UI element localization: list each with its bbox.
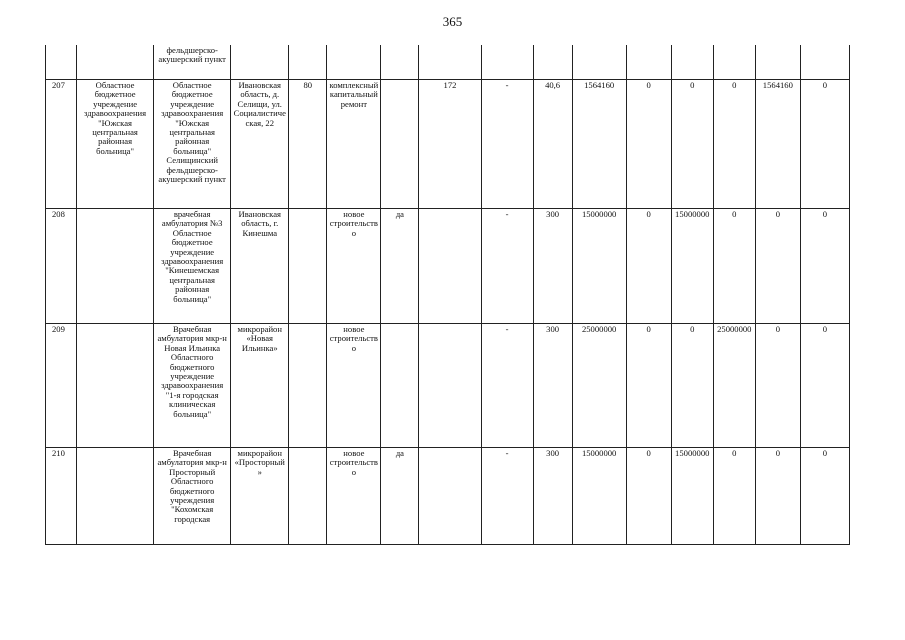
table-row <box>46 448 850 545</box>
cell-y1: 0 <box>626 80 671 209</box>
cell-total: 25000000 <box>572 324 626 448</box>
cell-capacity <box>289 209 327 324</box>
cell-address: микрорайон «Просторный» <box>231 448 289 545</box>
cell-y1 <box>626 45 671 80</box>
cell-y3 <box>713 45 755 80</box>
cell-object: врачебная амбулатория №3 Областное бюджетное учреждение здравоохранения "Кинешемская центральная районная больница" <box>154 209 231 324</box>
cell-y5: 0 <box>800 324 849 448</box>
cell-object: Областное бюджетное учреждение здравоохранения "Южская центральная районная больница" Селищинский фельдшерско-акушерский пункт <box>154 80 231 209</box>
cell-customer <box>77 324 154 448</box>
cell-area <box>419 324 481 448</box>
cell-y2: 0 <box>671 324 713 448</box>
cell-total: 15000000 <box>572 448 626 545</box>
table-row <box>46 324 850 448</box>
cell-y4: 0 <box>755 448 800 545</box>
cell-object: Врачебная амбулатория мкр-н Просторный Областного бюджетного учреждения "Кохомская городская <box>154 448 231 545</box>
cell-y1: 0 <box>626 448 671 545</box>
cell-y5 <box>800 45 849 80</box>
cell-customer <box>77 45 154 80</box>
cell-dash: - <box>481 324 533 448</box>
cell-y1: 0 <box>626 209 671 324</box>
cell-num: 208 <box>46 209 77 324</box>
cell-customer <box>77 448 154 545</box>
cell-dash: - <box>481 448 533 545</box>
cell-y4: 1564160 <box>755 80 800 209</box>
cell-num: 207 <box>46 80 77 209</box>
table-row <box>46 209 850 324</box>
cell-customer: Областное бюджетное учреждение здравоохранения "Южская центральная районная больница" <box>77 80 154 209</box>
cell-y3: 0 <box>713 80 755 209</box>
cell-value-a: 300 <box>533 324 572 448</box>
cell-area: 172 <box>419 80 481 209</box>
cell-work-type: новое строительство <box>327 209 381 324</box>
cell-y5: 0 <box>800 80 849 209</box>
cell-total <box>572 45 626 80</box>
cell-value-a: 300 <box>533 448 572 545</box>
cell-num <box>46 45 77 80</box>
cell-work-type: новое строительство <box>327 324 381 448</box>
cell-flag <box>381 45 419 80</box>
cell-y2 <box>671 45 713 80</box>
cell-area <box>419 209 481 324</box>
cell-y5: 0 <box>800 448 849 545</box>
cell-area <box>419 45 481 80</box>
cell-dash <box>481 45 533 80</box>
cell-y4: 0 <box>755 209 800 324</box>
cell-address <box>231 45 289 80</box>
cell-dash: - <box>481 209 533 324</box>
cell-num: 210 <box>46 448 77 545</box>
cell-object: фельдшерско-акушерский пункт <box>154 45 231 80</box>
cell-capacity <box>289 448 327 545</box>
cell-address: Ивановская область, г. Кинешма <box>231 209 289 324</box>
cell-address: Ивановская область, д. Селищи, ул. Социалистическая, 22 <box>231 80 289 209</box>
cell-customer <box>77 209 154 324</box>
cell-y2: 15000000 <box>671 209 713 324</box>
cell-value-a <box>533 45 572 80</box>
cell-value-a: 300 <box>533 209 572 324</box>
cell-work-type <box>327 45 381 80</box>
cell-total: 15000000 <box>572 209 626 324</box>
cell-flag: да <box>381 448 419 545</box>
cell-work-type: новое строительство <box>327 448 381 545</box>
cell-y3: 0 <box>713 209 755 324</box>
cell-y4 <box>755 45 800 80</box>
cell-dash: - <box>481 80 533 209</box>
cell-y2: 0 <box>671 80 713 209</box>
registry-table <box>45 45 850 545</box>
cell-value-a: 40,6 <box>533 80 572 209</box>
cell-num: 209 <box>46 324 77 448</box>
cell-capacity <box>289 45 327 80</box>
cell-address: микрорайон «Новая Ильинка» <box>231 324 289 448</box>
cell-flag <box>381 80 419 209</box>
cell-y2: 15000000 <box>671 448 713 545</box>
cell-capacity: 80 <box>289 80 327 209</box>
cell-capacity <box>289 324 327 448</box>
table-row <box>46 80 850 209</box>
table-row-continuation <box>46 45 850 80</box>
cell-y3: 25000000 <box>713 324 755 448</box>
cell-y3: 0 <box>713 448 755 545</box>
cell-y5: 0 <box>800 209 849 324</box>
cell-flag: да <box>381 209 419 324</box>
cell-flag <box>381 324 419 448</box>
cell-object: Врачебная амбулатория мкр-н Новая Ильинка Областного бюджетного учреждение здравоохранения "1-я городская клиническая больница" <box>154 324 231 448</box>
cell-y1: 0 <box>626 324 671 448</box>
cell-area <box>419 448 481 545</box>
cell-work-type: комплексный капитальный ремонт <box>327 80 381 209</box>
page-number: 365 <box>442 14 463 29</box>
cell-y4: 0 <box>755 324 800 448</box>
cell-total: 1564160 <box>572 80 626 209</box>
